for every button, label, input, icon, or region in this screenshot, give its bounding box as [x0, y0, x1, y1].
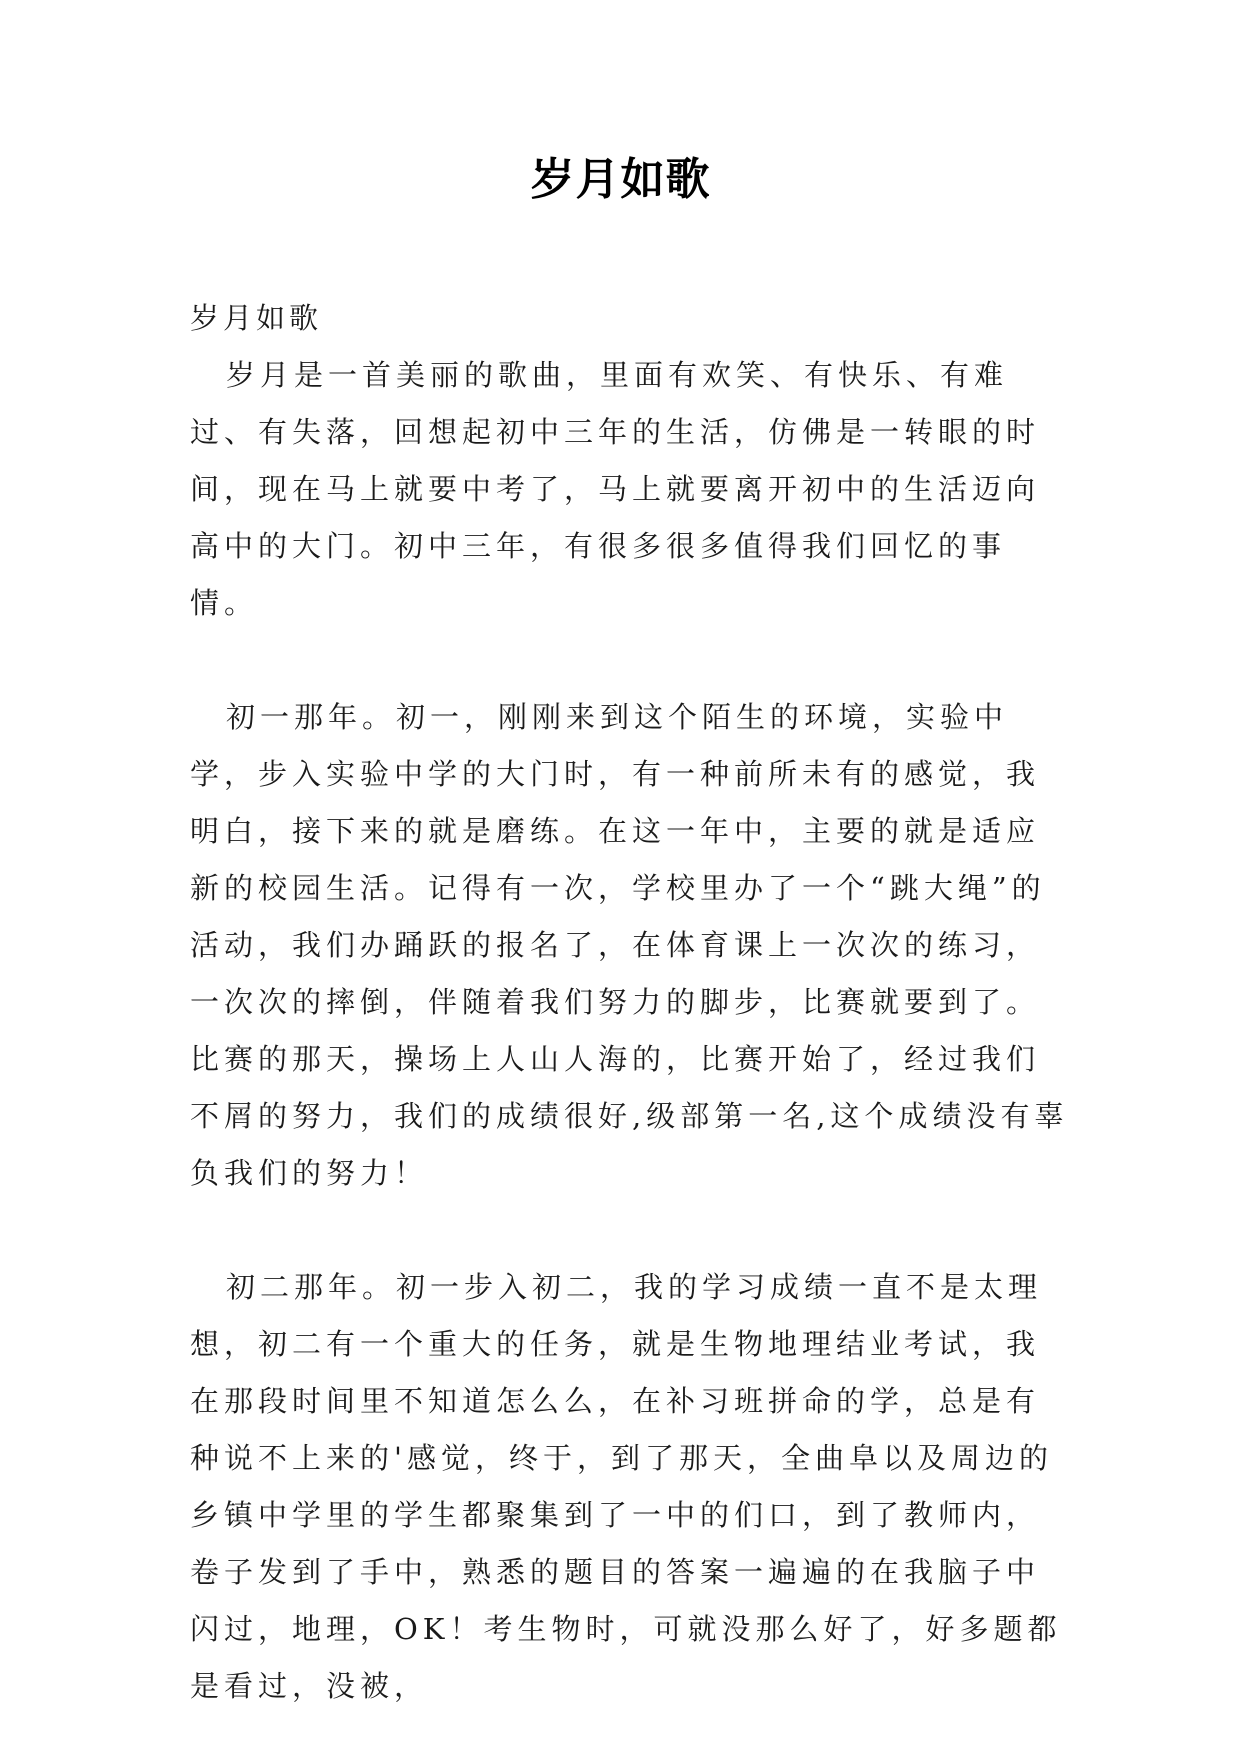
- paragraph-first-year: 初一那年。初一，刚刚来到这个陌生的环境，实验中学，步入实验中学的大门时，有一种前所未有的感觉，我明白，接下来的就是磨练。在这一年中，主要的就是适应新的校园生活。记得有一次，学校里办了一个“跳大绳”的活动，我们办踊跃的报名了，在体育课上一次次的练习，一次次的摔倒，伴随着我们努力的脚步，比赛就要到了。比赛的那天，操场上人山人海的，比赛开始了，经过我们不屑的努力，我们的成绩很好,级部第一名,这个成绩没有辜负我们的努力！: [190, 700, 1069, 1190]
- paragraph-second-year: 初二那年。初一步入初二，我的学习成绩一直不是太理想，初二有一个重大的任务，就是生物地理结业考试，我在那段时间里不知道怎么么，在补习班拼命的学，总是有种说不上来的'感觉，终于，到了那天，全曲阜以及周边的乡镇中学里的学生都聚集到了一中的们口，到了教师内，卷子发到了手中，熟悉的题目的答案一遍遍的在我脑子中闪过，地理，OK！考生物时，可就没那么好了，好多题都是看过，没被，: [190, 1270, 1062, 1703]
- document-subtitle: 岁月如歌: [190, 301, 323, 335]
- document-title: 岁月如歌: [530, 154, 711, 205]
- paragraph-intro: 岁月是一首美丽的歌曲，里面有欢笑、有快乐、有难过、有失落，回想起初中三年的生活，仿佛是一转眼的时间，现在马上就要中考了，马上就要离开初中的生活迈向高中的大门。初中三年，有很多很多值得我们回忆的事情。: [190, 358, 1041, 620]
- document-body: [190, 290, 1070, 1715]
